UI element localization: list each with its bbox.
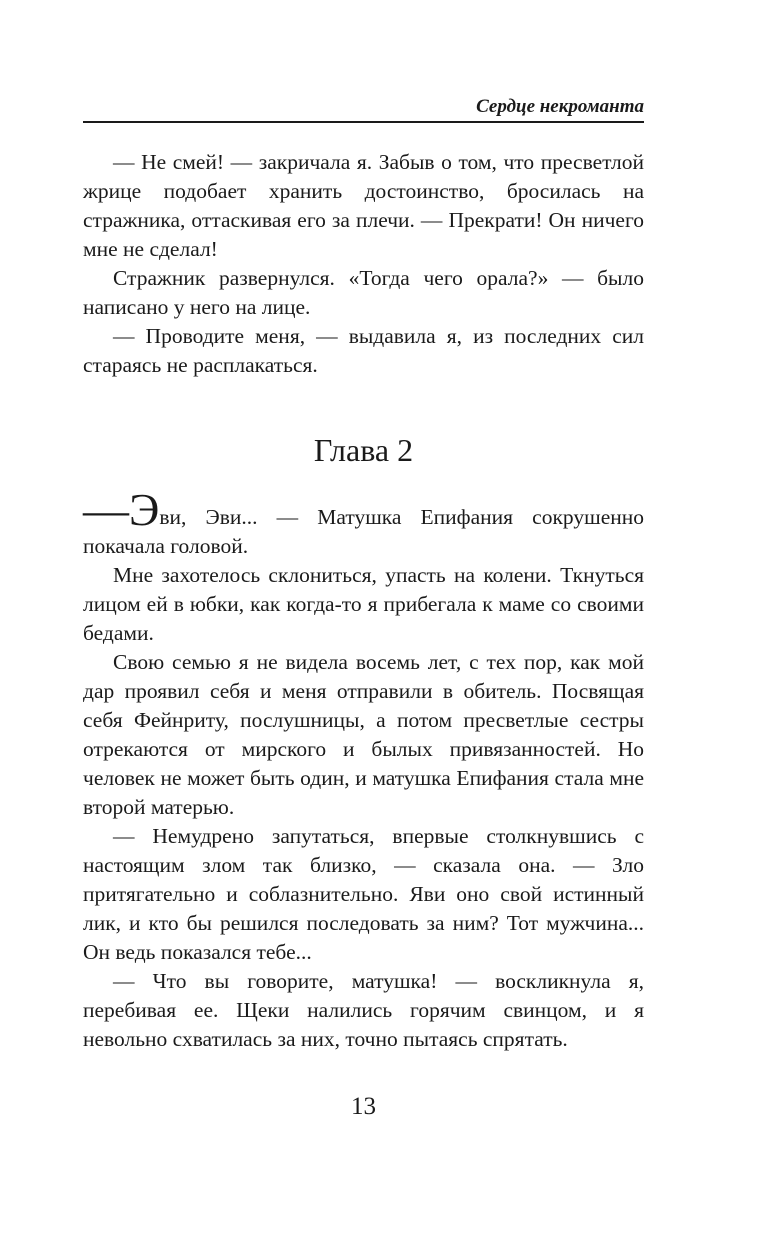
page-number: 13 <box>351 1093 376 1120</box>
section-2-text <box>83 484 644 1054</box>
paragraph: Свою семью я не видела восемь лет, с тех пор, как мой дар проявил себя и меня отправили в обитель. Посвящая себя Фейнриту, послушницы, а потом пресветлые сестры отрекаются от мирского и былых привязанностей. Но человек не может быть один, и матушка Епифания стала мне второй матерью. <box>83 650 644 819</box>
opening-paragraph <box>83 484 644 561</box>
header-rule <box>83 121 644 123</box>
paragraph: — Немудрено запутаться, впервые столкнувшись с настоящим злом так близко, — сказала она. — Зло притягательно и соблазнительно. Яви оно свой истинный лик, и кто бы решился последовать за ним? Тот мужчина... Он ведь показался тебе... <box>83 824 644 964</box>
opening-paragraph-text: ви, Эви... — Матушка Епифания сокрушенно покачала головой. <box>83 505 644 558</box>
drop-cap: —Э <box>83 484 160 535</box>
chapter-title: Глава 2 <box>313 432 414 468</box>
paragraph: — Не смей! — закричала я. Забыв о том, что пресветлой жрице подобает хранить достоинство, бросилась на стражника, оттаскивая его за плечи. — Прекрати! Он ничего мне не сделал! <box>83 150 644 261</box>
paragraph: Стражник развернулся. «Тогда чего орала?» — было написано у него на лице. <box>83 266 644 319</box>
paragraph: Мне захотелось склониться, упасть на колени. Ткнуться лицом ей в юбки, как когда-то я прибегала к маме со своими бедами. <box>83 563 644 645</box>
section-1-text <box>83 148 644 380</box>
paragraph: — Проводите меня, — выдавила я, из последних сил стараясь не расплакаться. <box>83 324 644 377</box>
paragraph: — Что вы говорите, матушка! — воскликнула я, перебивая ее. Щеки налились горячим свинцом, и я невольно схватилась за них, точно пытаясь спрятать. <box>83 969 644 1051</box>
running-head: Сердце некроманта <box>476 96 644 117</box>
